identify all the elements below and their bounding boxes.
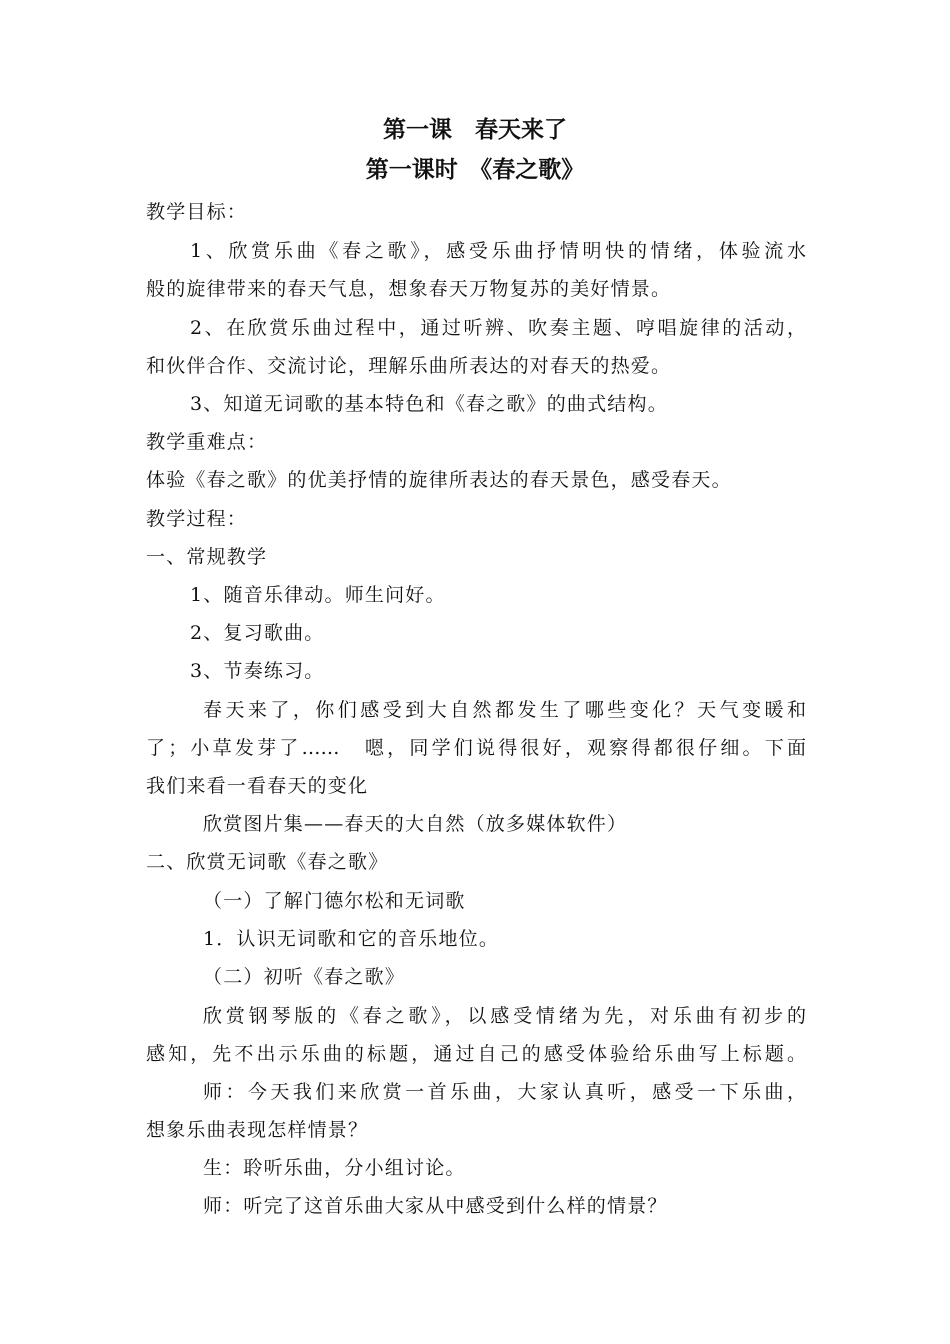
objective-1-line-2: 般的旋律带来的春天气息，想象春天万物复苏的美好情景。 [146, 278, 672, 300]
teacher-1-line-1: 师：今天我们来欣赏一首乐曲，大家认真听，感受一下乐曲， [203, 1081, 806, 1103]
spring-para-line-2: 了；小草发芽了…… 嗯，同学们说得很好，观察得都很仔细。下面 [146, 737, 806, 759]
section-2-part-1-item: 1．认识无词歌和它的音乐地位。 [203, 928, 500, 950]
section-1-heading: 一、常规教学 [146, 546, 268, 568]
objective-2-line-2: 和伙伴合作、交流讨论，理解乐曲所表达的对春天的热爱。 [146, 355, 672, 377]
difficulties-heading: 教学重难点： [146, 431, 268, 453]
teacher-2: 师：听完了这首乐曲大家从中感受到什么样的情景？ [203, 1195, 668, 1217]
objectives-heading: 教学目标： [146, 201, 248, 223]
spring-para-line-1: 春天来了，你们感受到大自然都发生了哪些变化？天气变暖和 [203, 699, 806, 721]
section-1-step-1: 1、随音乐律动。师生问好。 [190, 584, 446, 606]
student-1: 生：聆听乐曲，分小组讨论。 [203, 1157, 466, 1179]
piano-para-line-2: 感知，先不出示乐曲的标题，通过自己的感受体验给乐曲写上标题。 [146, 1043, 806, 1065]
section-2-heading: 二、欣赏无词歌《春之歌》 [146, 851, 389, 873]
objective-1-line-1: 1、欣赏乐曲《春之歌》，感受乐曲抒情明快的情绪，体验流水 [190, 240, 806, 262]
section-1-step-3: 3、节奏练习。 [190, 660, 325, 682]
teacher-1-line-2: 想象乐曲表现怎样情景？ [146, 1119, 369, 1141]
piano-para-line-1: 欣赏钢琴版的《春之歌》，以感受情绪为先，对乐曲有初步的 [203, 1005, 806, 1027]
process-heading: 教学过程： [146, 508, 248, 530]
section-2-part-1: （一）了解门德尔松和无词歌 [203, 890, 466, 912]
spring-para-line-3: 我们来看一看春天的变化 [146, 775, 369, 797]
difficulties-text: 体验《春之歌》的优美抒情的旋律所表达的春天景色，感受春天。 [146, 469, 732, 491]
objective-2-line-1: 2、在欣赏乐曲过程中，通过听辨、吹奏主题、哼唱旋律的活动， [190, 317, 806, 339]
lesson-subtitle: 第一课时 《春之歌》 [365, 157, 585, 183]
section-2-part-2: （二）初听《春之歌》 [203, 966, 406, 988]
lesson-title: 第一课 春天来了 [383, 117, 567, 143]
section-1-step-2: 2、复习歌曲。 [190, 622, 325, 644]
objective-3: 3、知道无词歌的基本特色和《春之歌》的曲式结构。 [190, 393, 668, 415]
picture-set-line: 欣赏图片集——春天的大自然（放多媒体软件） [203, 813, 628, 835]
